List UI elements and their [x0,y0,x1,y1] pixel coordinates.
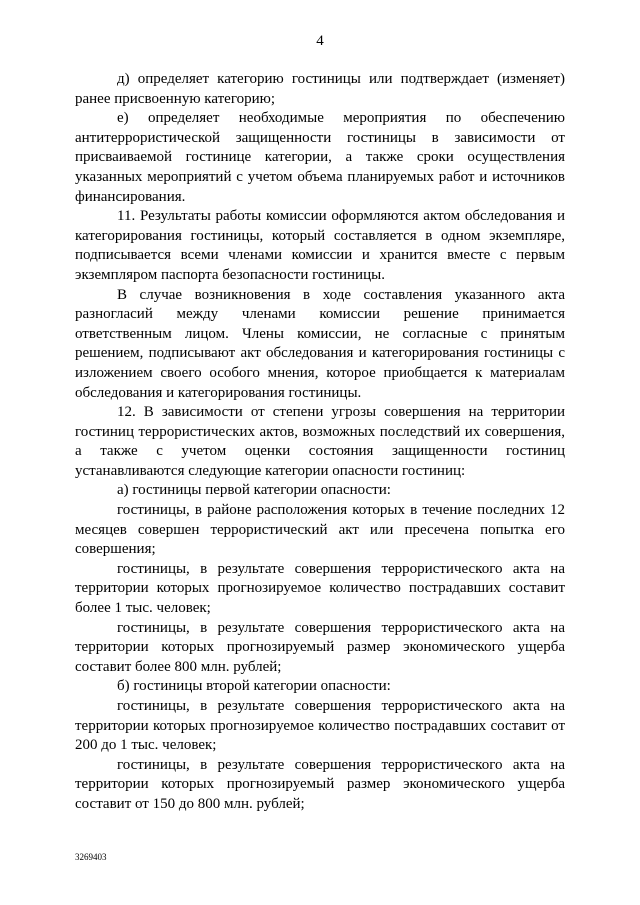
paragraph-clause-d: д) определяет категорию гостиницы или подтверждает (изменяет) ранее присвоенную категорию; [75,71,565,107]
category-1-item: гостиницы, в районе расположения которых в течение последних 12 месяцев совершен террористический акт или пресечена попытка его совершения; [75,502,565,558]
category-1-item: гостиницы, в результате совершения террористического акта на территории которых прогнозируемый размер экономического ущерба составит более 800 млн. рублей; [75,619,565,675]
category-2-item: гостиницы, в результате совершения террористического акта на территории которых прогнозируемый размер экономического ущерба составит от 150 до 800 млн. рублей; [75,756,565,812]
paragraph-clause-e: е) определяет необходимые мероприятия по обеспечению антитеррористической защищенности гостиницы в зависимости от присваиваемой гостинице категории, а также сроки осуществления указанных мероприятий с учетом объема планируемых работ и источников финансирования. [75,110,565,205]
document-code: 3269403 [75,852,107,862]
category-1-heading: а) гостиницы первой категории опасности: [117,482,391,499]
paragraph-12: 12. В зависимости от степени угрозы совершения на территории гостиниц террористических актов, возможных последствий их совершения, а также с учетом оценки состояния защищенности гостиниц устанавливаются следующие категории опасности гостиниц: [75,404,565,479]
category-2-item: гостиницы, в результате совершения террористического акта на территории которых прогнозируемое количество пострадавших составит от 200 до 1 тыс. человек; [75,698,565,754]
document-body [75,70,565,815]
category-1-item: гостиницы, в результате совершения террористического акта на территории которых прогнозируемое количество пострадавших составит более 1 тыс. человек; [75,560,565,617]
paragraph-disagreements: В случае возникновения в ходе составления указанного акта разногласий между членами комиссии решение принимается ответственным лицом. Члены комиссии, не согласные с принятым решением, подписывают акт обследования и категорирования гостиницы с изложением своего особого мнения, которое приобщается к материалам обследования и категорирования гостиницы. [75,286,565,401]
category-2-heading: б) гостиницы второй категории опасности: [117,678,391,695]
paragraph-11: 11. Результаты работы комиссии оформляются актом обследования и категорирования гостиницы, который составляется в одном экземпляре, подписывается всеми членами комиссии и хранится вместе с первым экземпляром паспорта безопасности гостиницы. [75,208,565,283]
page-number: 4 [316,33,324,49]
